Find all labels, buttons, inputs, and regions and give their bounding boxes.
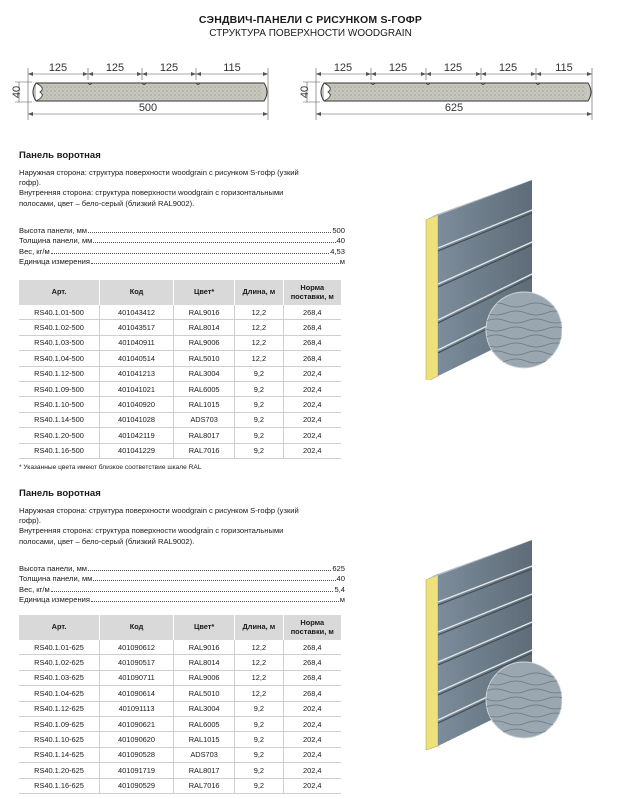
table-cell: 268,4 [283,655,341,670]
table-cell: RS40.1.12-625 [19,701,100,716]
table-cell: 401091113 [100,701,174,716]
gate-panel-500-illustration [412,180,562,380]
table-row [19,428,341,443]
table-cell: 9,2 [235,366,283,381]
table-cell: RS40.1.12-500 [19,366,100,381]
desc-line: полосами, цвет – бело-серый (близкий RAL9002). [19,198,195,208]
desc-line: Наружная сторона: структура поверхности woodgrain с рисунком S-гофр (узкий [19,506,299,515]
spec-value: 4,53 [330,246,345,256]
table-cell: 9,2 [235,428,283,443]
section-1-product-table [19,280,341,459]
table-header-cell: Арт. [19,615,100,640]
dim-total: 625 [444,102,464,114]
table-cell: 401090517 [100,655,174,670]
spec-label: Высота панели, мм [19,225,88,235]
table-cell: RS40.1.01-625 [19,640,100,655]
table-cell: 12,2 [235,305,283,320]
table-cell: 401041213 [100,366,174,381]
table-cell: RS40.1.02-500 [19,320,100,335]
spec-label: Единица измерения [19,257,91,267]
table-cell: 12,2 [235,335,283,350]
table-header-cell: Код [100,615,174,640]
spec-value: 40 [336,574,345,584]
spec-row [19,562,345,573]
spec-value: 625 [332,563,345,573]
desc-line: Внутренняя сторона: структура поверхности woodgrain с горизонтальными [19,526,284,536]
table-cell: RS40.1.09-500 [19,381,100,396]
table-row [19,778,341,793]
table-row [19,763,341,778]
table-cell: 401041021 [100,381,174,396]
page-title: СЭНДВИЧ-ПАНЕЛИ С РИСУНКОМ S-ГОФР [198,14,423,26]
table-row [19,381,341,396]
table-cell: RAL9006 [174,335,235,350]
dim-segment-5: 115 [555,62,573,74]
table-cell: 401090621 [100,716,174,731]
table-cell: 12,2 [235,670,283,685]
table-cell: RAL5010 [174,351,235,366]
table-cell: 202,4 [283,381,341,396]
dim-segment-3: 125 [443,62,463,74]
table-cell: 401041028 [100,412,174,427]
table-cell: ADS703 [174,747,235,762]
table-cell: RAL9016 [174,305,235,320]
table-cell: RAL3004 [174,701,235,716]
table-cell: 401090612 [100,640,174,655]
table-cell: RS40.1.20-500 [19,428,100,443]
table-cell: 9,2 [235,397,283,412]
dim-segment-1: 125 [48,62,68,74]
table-header-cell: Длина, м [235,280,283,305]
section-2-product-table [19,615,341,794]
dim-height: 40 [11,85,23,99]
table-row [19,351,341,366]
table-cell: 268,4 [283,686,341,701]
desc-line: Наружная сторона: структура поверхности woodgrain с рисунком S-гофр (узкий [19,168,299,177]
table-cell: RS40.1.04-625 [19,686,100,701]
spec-value: 5,4 [334,584,345,594]
table-cell: 268,4 [283,640,341,655]
table-cell: 401090529 [100,778,174,793]
spec-label: Высота панели, мм [19,563,88,573]
table-header-cell: Длина, м [235,615,283,640]
table-cell: 202,4 [283,443,341,458]
spec-row [19,245,345,256]
table-cell: 268,4 [283,351,341,366]
page-subtitle: СТРУКТУРА ПОВЕРХНОСТИ WOODGRAIN [209,28,412,39]
table-cell: 202,4 [283,397,341,412]
table-cell: RAL9006 [174,670,235,685]
dim-segment-1: 125 [333,62,353,74]
table-cell: RS40.1.03-625 [19,670,100,685]
dim-height: 40 [299,85,311,99]
table-cell: 202,4 [283,747,341,762]
table-cell: RAL1015 [174,732,235,747]
spec-row [19,594,345,605]
table-cell: 9,2 [235,412,283,427]
table-cell: 9,2 [235,701,283,716]
table-header-cell: Норма поставки, м [283,280,341,305]
section-1-description [19,168,349,209]
spec-label: Единица измерения [19,595,91,605]
section-1-specs [19,224,345,266]
table-cell: 12,2 [235,640,283,655]
table-cell: RAL3004 [174,366,235,381]
table-cell: 268,4 [283,335,341,350]
table-cell: 202,4 [283,778,341,793]
section-1-title: Панель воротная [19,150,101,161]
table-cell: RAL8014 [174,655,235,670]
section-2-description [19,506,349,547]
table-row [19,412,341,427]
table-row [19,701,341,716]
spec-row [19,224,345,235]
table-row [19,335,341,350]
table-cell: 202,4 [283,716,341,731]
dim-total: 500 [138,102,158,114]
table-cell: 401040514 [100,351,174,366]
table-cell: RAL1015 [174,397,235,412]
table-row [19,686,341,701]
desc-line: гофр). [19,516,41,526]
gate-panel-625-illustration [412,540,562,750]
table-cell: 401090620 [100,732,174,747]
spec-row [19,235,345,246]
table-cell: 401090528 [100,747,174,762]
table-cell: 202,4 [283,732,341,747]
table-cell: 9,2 [235,381,283,396]
desc-line: гофр). [19,178,41,188]
desc-line: Внутренняя сторона: структура поверхности woodgrain с горизонтальными [19,188,284,198]
section-2-title: Панель воротная [19,488,101,499]
table-row [19,640,341,655]
table-header-cell: Цвет* [174,615,235,640]
table-cell: 12,2 [235,351,283,366]
table-cell: RAL9016 [174,640,235,655]
dim-segment-2: 125 [105,62,125,74]
table-cell: RS40.1.16-625 [19,778,100,793]
table-cell: 9,2 [235,778,283,793]
table-row [19,655,341,670]
table-cell: 9,2 [235,747,283,762]
table-cell: RS40.1.20-625 [19,763,100,778]
table-cell: 12,2 [235,320,283,335]
table-row [19,670,341,685]
table-cell: 202,4 [283,763,341,778]
spec-row [19,583,345,594]
table-cell: RS40.1.02-625 [19,655,100,670]
table-cell: 202,4 [283,428,341,443]
table-row [19,747,341,762]
table-cell: 401042119 [100,428,174,443]
spec-label: Вес, кг/м [19,584,50,594]
table-cell: 401040911 [100,335,174,350]
table-cell: RAL6005 [174,716,235,731]
table-row [19,443,341,458]
table-cell: RS40.1.03-500 [19,335,100,350]
table-cell: 9,2 [235,732,283,747]
table-cell: RAL8017 [174,763,235,778]
table-header-cell: Цвет* [174,280,235,305]
table-cell: 401040920 [100,397,174,412]
cross-section-625-drawing [298,58,598,128]
table-cell: 9,2 [235,716,283,731]
dim-segment-3: 125 [159,62,179,74]
table-cell: RS40.1.10-625 [19,732,100,747]
table-cell: 401043517 [100,320,174,335]
table-cell: 12,2 [235,655,283,670]
table-header-cell: Арт. [19,280,100,305]
table-cell: RS40.1.01-500 [19,305,100,320]
table-cell: 401090614 [100,686,174,701]
table-cell: RS40.1.14-500 [19,412,100,427]
table-cell: 268,4 [283,305,341,320]
table-cell: 401090711 [100,670,174,685]
table-cell: RAL7016 [174,443,235,458]
table-cell: 12,2 [235,686,283,701]
spec-value: м [339,257,345,267]
table-cell: RAL6005 [174,381,235,396]
spec-row [19,256,345,267]
table-row [19,366,341,381]
table-cell: RS40.1.10-500 [19,397,100,412]
table-header-cell: Норма поставки, м [283,615,341,640]
spec-row [19,573,345,584]
table-cell: RAL5010 [174,686,235,701]
table-cell: RS40.1.04-500 [19,351,100,366]
table-cell: 401091719 [100,763,174,778]
table-cell: 202,4 [283,366,341,381]
table-cell: RS40.1.09-625 [19,716,100,731]
footnote: * Указанные цвета имеют близкое соответствие шкале RAL [19,464,202,471]
spec-value: м [339,595,345,605]
cross-section-500-drawing [10,58,275,128]
table-row [19,305,341,320]
table-cell: RAL8014 [174,320,235,335]
spec-label: Толщина панели, мм [19,574,93,584]
table-cell: 401041229 [100,443,174,458]
table-cell: 202,4 [283,412,341,427]
section-2-specs [19,562,345,604]
dim-segment-4: 115 [223,62,241,74]
table-header-cell: Код [100,280,174,305]
table-cell: 268,4 [283,670,341,685]
spec-value: 40 [336,236,345,246]
table-cell: RAL8017 [174,428,235,443]
table-cell: RS40.1.14-625 [19,747,100,762]
table-cell: 9,2 [235,763,283,778]
table-cell: 401043412 [100,305,174,320]
spec-label: Толщина панели, мм [19,236,93,246]
table-cell: RAL7016 [174,778,235,793]
spec-label: Вес, кг/м [19,246,50,256]
table-row [19,397,341,412]
table-row [19,732,341,747]
table-cell: ADS703 [174,412,235,427]
spec-value: 500 [332,225,345,235]
table-cell: 9,2 [235,443,283,458]
dim-segment-4: 125 [498,62,518,74]
table-row [19,716,341,731]
table-cell: 268,4 [283,320,341,335]
table-cell: 202,4 [283,701,341,716]
table-row [19,320,341,335]
desc-line: полосами, цвет – бело-серый (близкий RAL9002). [19,536,195,546]
table-cell: RS40.1.16-500 [19,443,100,458]
dim-segment-2: 125 [388,62,408,74]
